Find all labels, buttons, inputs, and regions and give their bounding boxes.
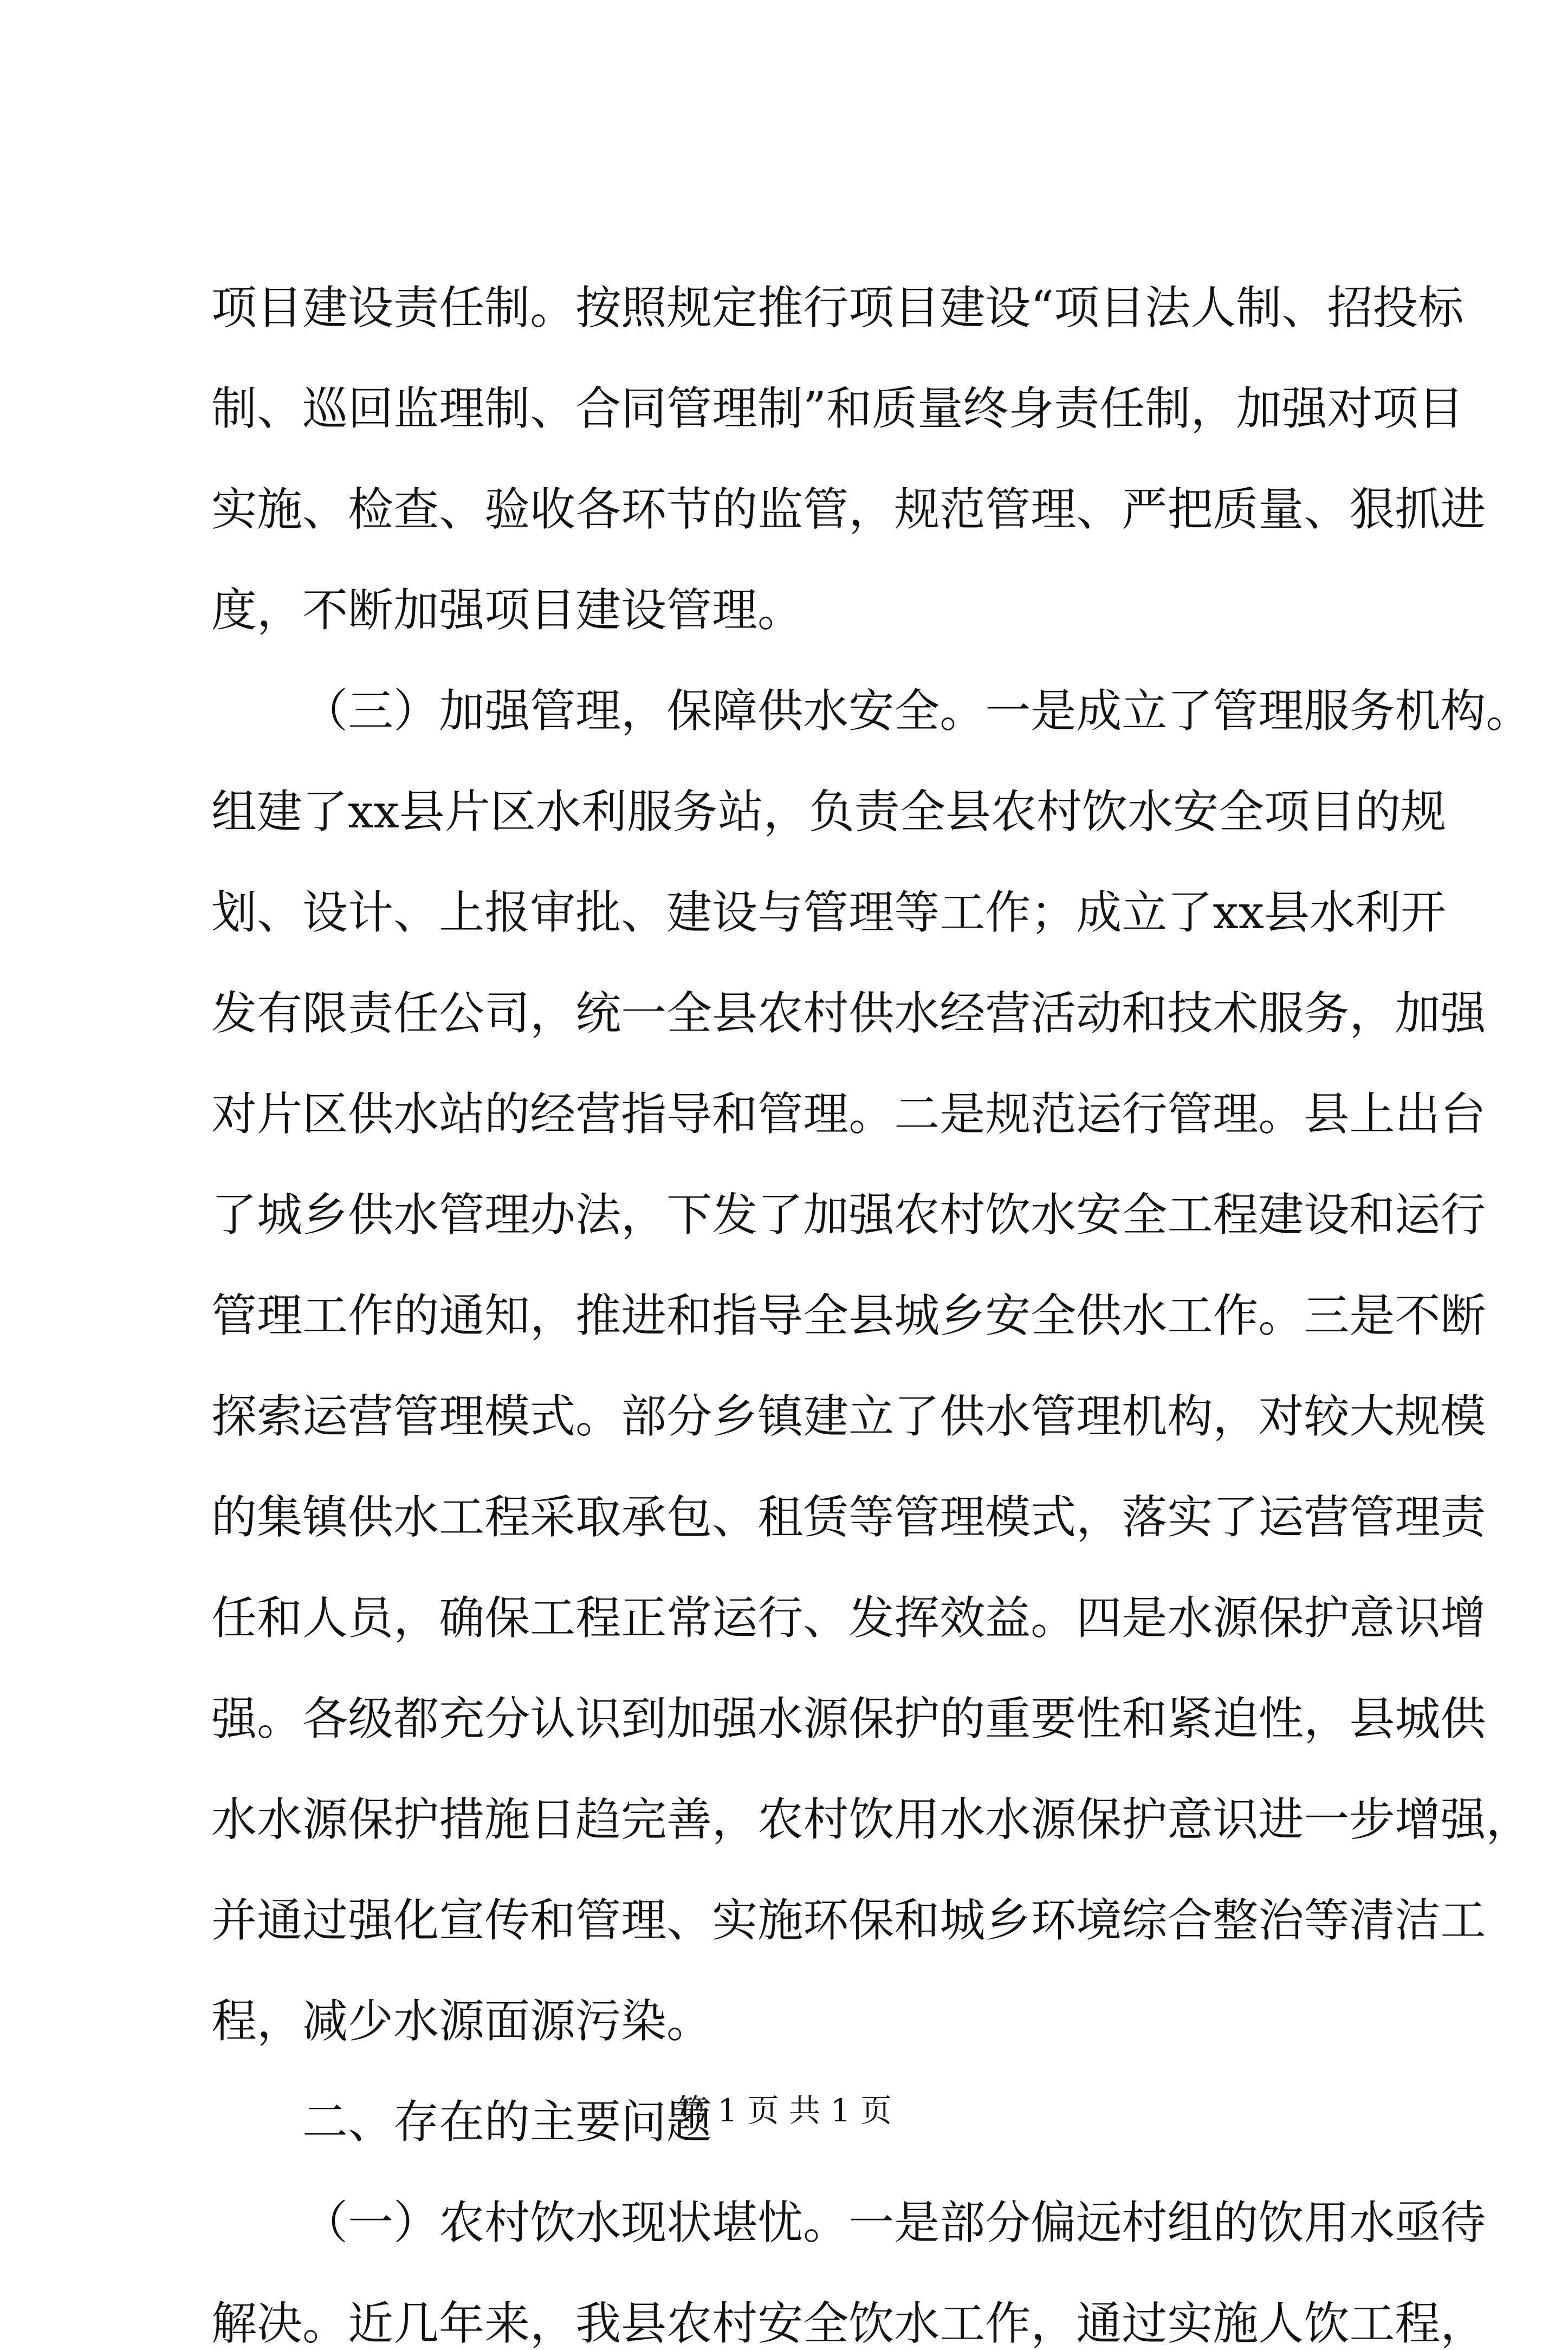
text-line: 了 城 乡 供 水 管 理 办 法 ， 下 发 了 加 强 农 村 饮 水 安 全 工 程 建 设 和 运 行 <box>211 1188 1486 1241</box>
page-footer: 第 1 页 共 1 页 <box>676 2092 892 2129</box>
text-line: 探 索 运 营 管 理 模 式 。 部 分 乡 镇 建 立 了 供 水 管 理 机 构 ， 对 较 大 规 模 <box>211 1390 1486 1443</box>
text-line: 解 决 。 近 几 年 来 ， 我 县 农 村 安 全 饮 水 工 作 ， 通 过 实 施 人 饮 工 程 ， <box>211 2297 1486 2350</box>
text-line: 任 和 人 员 ， 确 保 工 程 正 常 运 行 、 发 挥 效 益 。 四 是 水 源 保 护 意 识 增 <box>211 1591 1486 1645</box>
text-line: 并 通 过 强 化 宣 传 和 管 理 、 实 施 环 保 和 城 乡 环 境 综 合 整 治 等 清 洁 工 <box>211 1894 1486 1947</box>
text-line: （ 三 ） 加 强 管 理 ， 保 障 供 水 安 全 。 一 是 成 立 了 管 理 服 务 机 构 。 <box>302 684 1532 737</box>
text-line: 发 有 限 责 任 公 司 ， 统 一 全 县 农 村 供 水 经 营 活 动 和 技 术 服 务 ， 加 强 <box>211 987 1486 1040</box>
text-line: 对 片 区 供 水 站 的 经 营 指 导 和 管 理 。 二 是 规 范 运 行 管 理 。 县 上 出 台 <box>211 1087 1486 1141</box>
text-line: 度，不断加强项目建设管理。 <box>211 584 804 637</box>
text-line: 的 集 镇 供 水 工 程 采 取 承 包 、 租 赁 等 管 理 模 式 ， 落 实 了 运 营 管 理 责 <box>211 1491 1486 1544</box>
section-heading: 二、存在的主要问题 <box>302 2095 712 2148</box>
text-line: 实 施 、 检 查 、 验 收 各 环 节 的 监 管 ， 规 范 管 理 、 严 把 质 量 、 狠 抓 进 <box>211 483 1486 536</box>
text-line: 强 。 各 级 都 充 分 认 识 到 加 强 水 源 保 护 的 重 要 性 和 紧 迫 性 ， 县 城 供 <box>211 1692 1486 1745</box>
document-body <box>211 281 1532 2350</box>
text-line: （ 一 ） 农 村 饮 水 现 状 堪 忧 。 一 是 部 分 偏 远 村 组 的 饮 用 水 亟 待 <box>302 2196 1486 2249</box>
text-line: 管 理 工 作 的 通 知 ， 推 进 和 指 导 全 县 城 乡 安 全 供 水 工 作 。 三 是 不 断 <box>211 1289 1486 1342</box>
text-line: 项 目 建 设 责 任 制 。 按 照 规 定 推 行 项 目 建 设 “ 项 目 法 人 制 、 招 投 标 <box>211 281 1464 334</box>
text-line: 划 、 设 计 、 上 报 审 批 、 建 设 与 管 理 等 工 作 ； 成 立 了 xx 县 水 利 开 <box>211 886 1447 939</box>
text-line: 水 水 源 保 护 措 施 日 趋 完 善 ， 农 村 饮 用 水 水 源 保 护 意 识 进 一 步 增 强 ， <box>211 1793 1532 1846</box>
text-line: 制 、 巡 回 监 理 制 、 合 同 管 理 制 ” 和 质 量 终 身 责 任 制 ， 加 强 对 项 目 <box>211 382 1464 435</box>
text-line: 程，减少水源面源污染。 <box>211 1995 712 2048</box>
text-line: 组 建 了 xx 县 片 区 水 利 服 务 站 ， 负 责 全 县 农 村 饮 水 安 全 项 目 的 规 <box>211 785 1447 838</box>
